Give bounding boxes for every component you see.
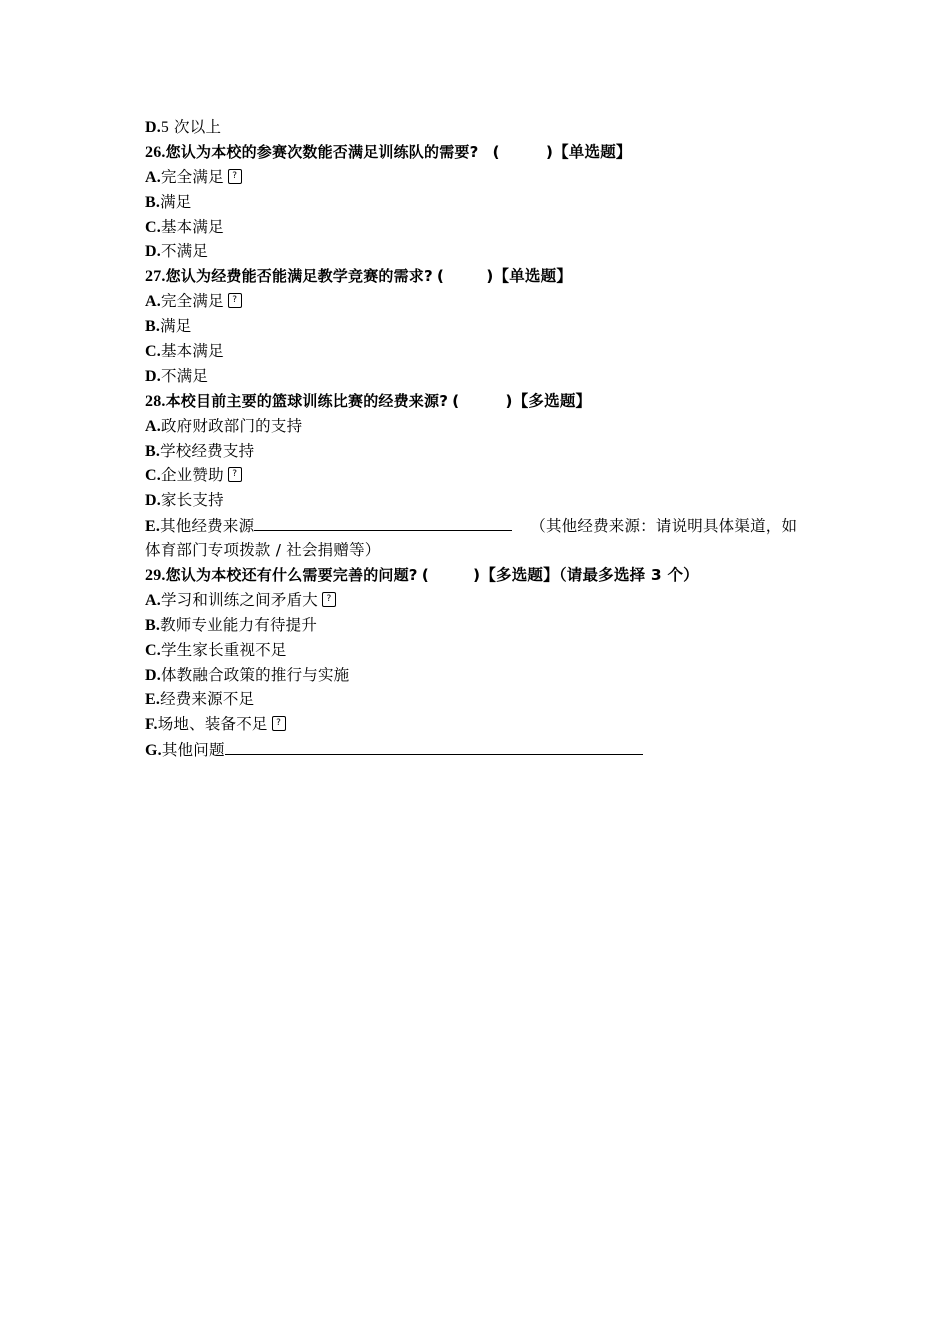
fill-in-blank[interactable] xyxy=(254,513,512,531)
note-continuation xyxy=(145,538,825,563)
option-line xyxy=(145,463,825,488)
option-text: 不满足 xyxy=(160,242,209,261)
option-text: 企业赞助 xyxy=(160,466,224,485)
option-letter: B. xyxy=(145,616,161,634)
placeholder-glyph-icon: ? xyxy=(228,467,242,482)
fill-in-blank[interactable] xyxy=(225,737,643,755)
option-number: 5 xyxy=(160,119,169,136)
option-letter: C. xyxy=(145,467,161,485)
option-line xyxy=(145,737,825,762)
question-number: 28. xyxy=(145,392,166,410)
placeholder-glyph-icon: ? xyxy=(228,169,242,184)
option-letter: D. xyxy=(145,243,161,261)
option-line xyxy=(145,414,825,439)
option-text: 满足 xyxy=(160,192,192,211)
option-text: 政府财政部门的支持 xyxy=(160,416,303,435)
question-number: 27. xyxy=(145,268,166,286)
question-type-tag: 【多选题】（请最多选择 3 个） xyxy=(480,566,699,585)
placeholder-glyph-icon: ? xyxy=(272,716,286,731)
note-text: 体育部门专项拨款 / 社会捐赠等） xyxy=(145,541,381,560)
question-text: 您认为经费能否能满足教学竞赛的需求? xyxy=(165,267,433,286)
answer-open-paren: ( xyxy=(436,267,445,286)
option-letter: C. xyxy=(145,641,161,659)
option-line xyxy=(145,364,825,389)
option-line xyxy=(145,488,825,513)
option-text: 其他问题 xyxy=(161,741,225,760)
option-letter: A. xyxy=(145,293,161,311)
answer-close-paren: ) xyxy=(505,391,513,410)
option-line xyxy=(145,289,825,314)
option-line xyxy=(145,712,825,737)
option-text: 学习和训练之间矛盾大 xyxy=(160,590,318,609)
option-text: 其他经费来源 xyxy=(160,517,255,536)
option-text: 教师专业能力有待提升 xyxy=(160,615,318,634)
question-number: 29. xyxy=(145,567,166,585)
answer-close-paren: ) xyxy=(473,566,481,585)
option-text: 学校经费支持 xyxy=(160,441,255,460)
option-letter: B. xyxy=(145,442,161,460)
answer-open-paren: ( xyxy=(492,142,500,161)
option-text: 不满足 xyxy=(160,366,209,385)
option-line xyxy=(145,663,825,688)
placeholder-glyph-icon: ? xyxy=(228,293,242,308)
option-line xyxy=(145,638,825,663)
question-text: 本校目前主要的篮球训练比赛的经费来源? xyxy=(165,391,449,410)
option-text: 基本满足 xyxy=(160,217,224,236)
question-text: 您认为本校的参赛次数能否满足训练队的需要? xyxy=(165,142,479,161)
question-type-tag: 【多选题】 xyxy=(512,391,592,410)
option-note: （其他经费来源：请说明具体渠道，如 xyxy=(530,517,798,536)
option-letter: B. xyxy=(145,193,161,211)
option-letter: C. xyxy=(145,218,161,236)
option-line xyxy=(145,314,825,339)
option-line xyxy=(145,513,825,538)
option-letter: F. xyxy=(145,716,158,734)
question-line xyxy=(145,389,825,414)
answer-close-paren: ) xyxy=(545,142,554,161)
question-line xyxy=(145,140,825,165)
survey-document xyxy=(145,115,825,762)
option-letter: A. xyxy=(145,591,161,609)
option-line xyxy=(145,239,825,264)
answer-open-paren: ( xyxy=(452,391,460,410)
option-text: 经费来源不足 xyxy=(160,690,255,709)
option-text: 次以上 xyxy=(168,118,222,136)
answer-open-paren: ( xyxy=(421,566,430,585)
question-text: 您认为本校还有什么需要完善的问题? xyxy=(165,566,418,585)
option-line xyxy=(145,687,825,712)
question-line xyxy=(145,264,825,289)
option-letter: D. xyxy=(145,119,161,136)
option-text: 家长支持 xyxy=(160,491,224,510)
question-number: 26. xyxy=(145,143,166,161)
option-letter: C. xyxy=(145,343,161,361)
option-line xyxy=(145,165,825,190)
option-line xyxy=(145,215,825,240)
option-text: 场地、装备不足 xyxy=(157,715,268,734)
option-line xyxy=(145,588,825,613)
option-text: 基本满足 xyxy=(160,342,224,361)
option-letter: D. xyxy=(145,492,161,510)
placeholder-glyph-icon: ? xyxy=(322,592,336,607)
option-text: 满足 xyxy=(160,317,192,336)
option-line xyxy=(145,115,825,140)
option-letter: B. xyxy=(145,318,161,336)
option-letter: E. xyxy=(145,518,161,536)
option-line xyxy=(145,190,825,215)
question-line xyxy=(145,563,825,588)
option-text: 完全满足 xyxy=(160,292,224,311)
option-text: 体教融合政策的推行与实施 xyxy=(160,665,350,684)
option-letter: G. xyxy=(145,742,162,760)
option-letter: E. xyxy=(145,691,161,709)
option-line xyxy=(145,613,825,638)
option-text: 学生家长重视不足 xyxy=(160,640,287,659)
option-letter: A. xyxy=(145,417,161,435)
option-line xyxy=(145,439,825,464)
option-text: 完全满足 xyxy=(160,167,224,186)
question-type-tag: 【单选题】 xyxy=(553,142,632,161)
option-line xyxy=(145,339,825,364)
question-type-tag: 【单选题】 xyxy=(493,267,573,286)
option-letter: D. xyxy=(145,367,161,385)
option-letter: D. xyxy=(145,666,161,684)
answer-close-paren: ) xyxy=(486,267,494,286)
option-letter: A. xyxy=(145,168,161,186)
